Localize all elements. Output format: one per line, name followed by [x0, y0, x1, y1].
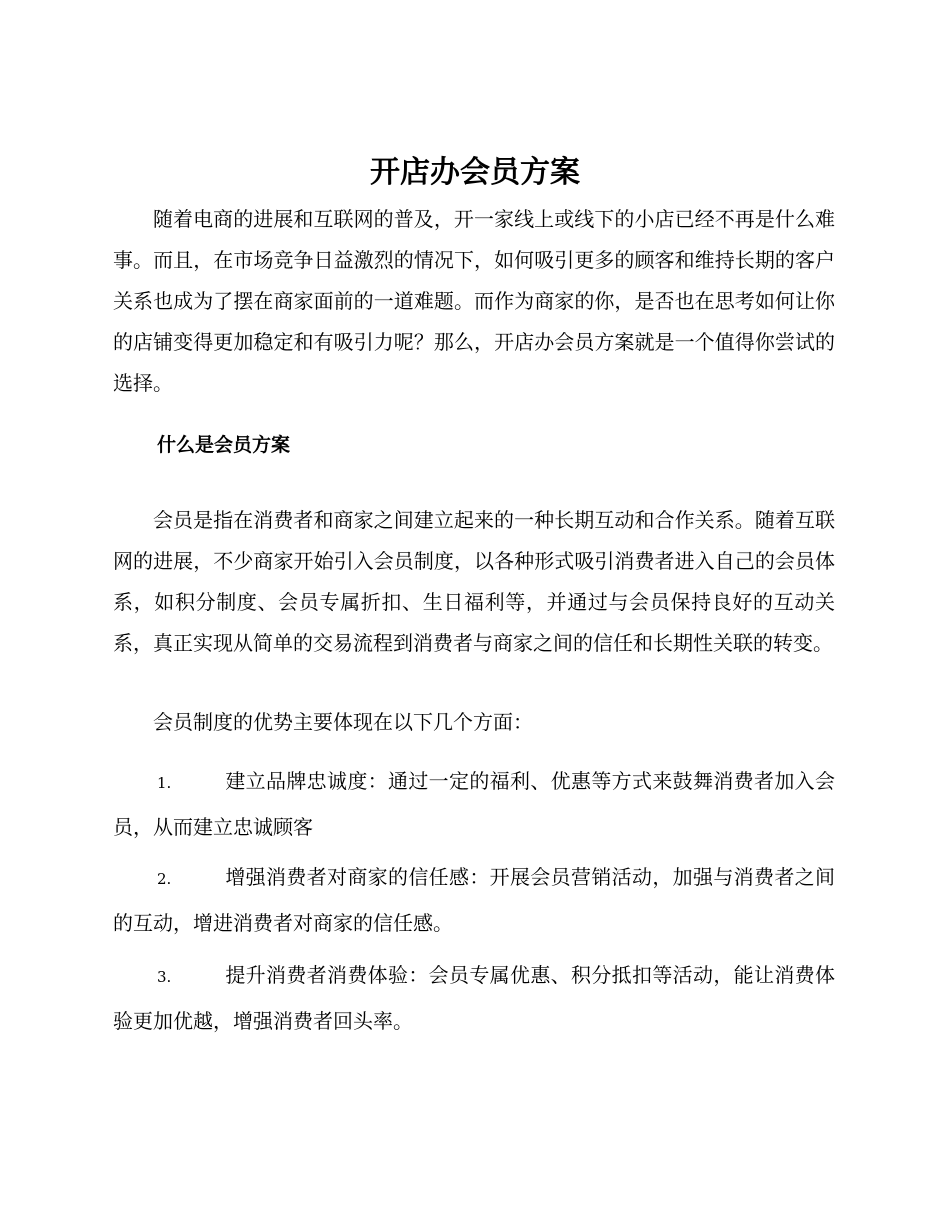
- list-item: [113, 855, 835, 945]
- advantages-intro: 会员制度的优势主要体现在以下几个方面：: [153, 710, 533, 734]
- list-item-text: 建立品牌忠诚度：通过一定的福利、优惠等方式来鼓舞消费者加入会员，从而建立忠诚顾客: [113, 769, 835, 839]
- list-item-number: 3.: [157, 968, 172, 986]
- list-item-text: 提升消费者消费体验：会员专属优惠、积分抵扣等活动，能让消费体验更加优越，增强消费者回头率。: [113, 963, 835, 1033]
- section-heading: 什么是会员方案: [157, 434, 291, 456]
- list-item: [113, 759, 835, 849]
- list-item-number: 1.: [157, 774, 172, 792]
- list-item-text: 增强消费者对商家的信任感：开展会员营销活动，加强与消费者之间的互动，增进消费者对商家的信任感。: [113, 865, 835, 935]
- intro-paragraph: 随着电商的进展和互联网的普及，开一家线上或线下的小店已经不再是什么难事。而且，在市场竞争日益激烈的情况下，如何吸引更多的顾客和维持长期的客户关系也成为了摆在商家面前的一道难题。而作为商家的你，是否也在思考如何让你的店铺变得更加稳定和有吸引力呢？那么，开店办会员方案就是一个值得你尝试的选择。: [113, 207, 835, 395]
- section-body-paragraph: 会员是指在消费者和商家之间建立起来的一种长期互动和合作关系。随着互联网的进展，不少商家开始引入会员制度，以各种形式吸引消费者进入自己的会员体系，如积分制度、会员专属折扣、生日福利等，并通过与会员保持良好的互动关系，真正实现从简单的交易流程到消费者与商家之间的信任和长期性关联的转变。: [113, 508, 835, 655]
- list-item: [113, 953, 835, 1043]
- document-title: 开店办会员方案: [370, 155, 580, 190]
- list-item-number: 2.: [157, 870, 172, 888]
